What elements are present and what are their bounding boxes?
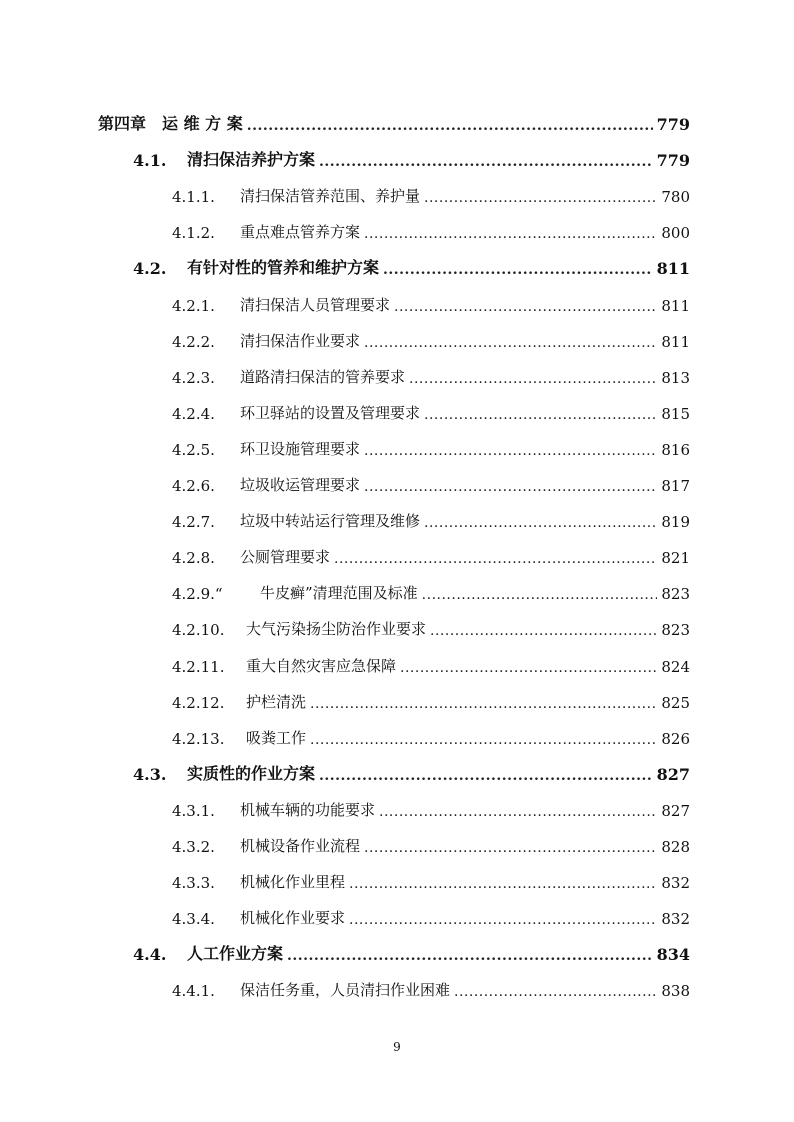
toc-entry-title: 实质性的作业方案 [187,763,316,783]
toc-entry-number: 4.2.7. [172,513,215,532]
toc-entry-number: 4.2.5. [172,440,215,459]
toc-entry-number: 4.2.11. [172,657,225,676]
toc-entry[interactable] [98,110,690,134]
toc-dot-leader [424,405,657,423]
toc-dot-leader [364,224,657,242]
toc-dot-leader [424,513,657,531]
toc-dot-leader [400,658,657,676]
toc-entry[interactable] [133,254,690,278]
toc-dot-leader [424,188,657,206]
toc-entry[interactable] [172,652,690,676]
toc-entry-title: 有针对性的管养和维护方案 [187,258,380,278]
toc-entry-page: 780 [661,188,690,207]
toc-entry-title: 清扫保洁人员管理要求 [240,295,391,314]
toc-dot-leader [247,116,653,134]
toc-entry-title: 重大自然灾害应急保障 [246,656,397,675]
toc-dot-leader [334,549,657,567]
toc-entry-number: 4.2.12. [172,693,225,712]
toc-entry-title: 保洁任务重，人员清扫作业困难 [240,981,451,1000]
toc-entry-page: 815 [661,404,690,423]
toc-entry-number: 4.2.8. [172,549,215,568]
toc-entry-number: 4.2.4. [172,404,215,423]
toc-entry-number: 4.3. [133,764,167,784]
toc-entry-number: 第四章 [98,114,147,133]
toc-entry-number: 4.3.3. [172,874,215,893]
toc-entry-title: 吸粪工作 [246,728,307,747]
toc-entry-page: 811 [656,259,690,279]
toc-entry-page: 811 [661,332,690,351]
toc-dot-leader [364,477,657,495]
toc-entry[interactable] [133,940,690,964]
toc-entry-title: 公厕管理要求 [240,548,331,567]
toc-entry-page: 825 [661,693,690,712]
toc-entry-page: 828 [661,838,690,856]
toc-dot-leader [287,946,653,964]
toc-entry[interactable] [133,760,690,784]
toc-dot-leader [454,982,657,1000]
toc-entry-page: 817 [661,477,690,495]
toc-entry-title: 护栏清洗 [246,692,307,711]
toc-entry-number: 4.2.10. [172,621,225,640]
toc-dot-leader [364,333,657,351]
toc-entry-number: 4.4.1. [172,982,215,1001]
toc-entry-page: 779 [656,151,690,171]
toc-dot-leader [319,152,653,170]
toc-entry-page: 823 [661,621,690,640]
toc-entry-number: 4.4. [133,945,167,965]
toc-entry[interactable] [172,435,690,459]
toc-entry[interactable] [172,507,690,531]
toc-dot-leader [430,621,657,639]
toc-entry[interactable] [172,399,690,423]
toc-entry-page: 827 [661,801,690,820]
toc-entry-title: 机械化作业要求 [240,909,346,928]
toc-entry-number: 4.1.1. [172,188,215,207]
toc-entry-title: 清扫保洁作业要求 [240,331,361,350]
toc-entry-title: 运 维 方 案 [162,114,243,133]
toc-entry-page: 821 [661,549,690,568]
toc-dot-leader [364,838,657,856]
toc-entry[interactable] [172,688,690,712]
toc-dot-leader [409,369,657,387]
toc-entry-number: 4.1.2. [172,224,215,243]
toc-entry-title: 道路清扫保洁的管养要求 [240,367,406,386]
toc-entry[interactable] [172,796,690,820]
toc-dot-leader [319,766,653,784]
toc-entry-page: 811 [661,296,690,315]
toc-entry-number: 4.2.9.“ [172,585,223,604]
toc-dot-leader [349,910,657,928]
toc-dot-leader [422,585,658,603]
toc-dot-leader [364,441,657,459]
toc-dot-leader [394,297,657,315]
toc-entry-page: 813 [661,368,690,387]
toc-entry-number: 4.2.6. [172,477,215,495]
toc-dot-leader [310,694,657,712]
toc-entry-page: 826 [661,729,690,748]
toc-entry-number: 4.2.3. [172,368,215,387]
toc-entry[interactable] [172,868,690,892]
toc-entry-number: 4.2. [133,259,167,279]
toc-entry-title: 垃圾收运管理要求 [240,476,361,494]
toc-entry-title: 牛皮癣”清理范围及标准 [260,584,418,603]
toc-entry[interactable] [172,615,690,639]
toc-entry-number: 4.2.13. [172,729,225,748]
toc-dot-leader [349,874,657,892]
toc-entry[interactable] [172,218,690,242]
toc-entry-page: 832 [661,874,690,893]
toc-entry-page: 819 [661,513,690,532]
toc-entry-title: 人工作业方案 [187,944,284,964]
toc-entry-title: 清扫保洁管养范围、养护量 [240,187,421,206]
toc-entry[interactable] [172,543,690,567]
toc-entry[interactable] [172,471,690,495]
toc-entry-page: 834 [656,945,690,965]
toc-entry-page: 800 [661,224,690,243]
toc-dot-leader [379,802,657,820]
toc-entry-number: 4.3.2. [172,838,215,856]
toc-entry[interactable] [172,291,690,315]
toc-entry-title: 重点难点管养方案 [240,223,361,242]
toc-entry[interactable] [172,904,690,928]
toc-entry[interactable] [172,327,690,351]
toc-entry-page: 832 [661,910,690,929]
toc-entry-title: 环卫设施管理要求 [240,439,361,458]
toc-entry-title: 清扫保洁养护方案 [187,150,316,170]
toc-entry[interactable] [172,976,690,1000]
toc-entry-number: 4.3.4. [172,910,215,929]
toc-entry-title: 垃圾中转站运行管理及维修 [240,512,421,531]
toc-entry-title: 机械化作业里程 [240,873,346,892]
toc-entry[interactable] [133,146,690,170]
page-number: 9 [393,1040,401,1054]
toc-entry-title: 大气污染扬尘防治作业要求 [246,620,427,639]
toc-entry-page: 816 [661,440,690,459]
toc-dot-leader [310,730,657,748]
toc-entry-page: 838 [661,982,690,1001]
toc-entry-title: 机械设备作业流程 [240,837,361,855]
toc-entry-page: 779 [656,115,690,134]
toc-entry[interactable] [172,832,690,856]
toc-entry[interactable] [172,363,690,387]
toc-entry-title: 机械车辆的功能要求 [240,800,376,819]
toc-entry-number: 4.1. [133,151,167,171]
toc-entry-page: 823 [661,585,690,604]
toc-entry-number: 4.2.1. [172,296,215,315]
toc-entry-number: 4.3.1. [172,801,215,820]
toc-entry-title: 环卫驿站的设置及管理要求 [240,403,421,422]
toc-entry-page: 824 [661,657,690,676]
toc-entry[interactable] [172,724,690,748]
toc-entry-page: 827 [656,764,690,784]
toc-dot-leader [383,260,653,278]
toc-entry[interactable] [172,579,690,603]
toc-entry-number: 4.2.2. [172,332,215,351]
toc-entry[interactable] [172,182,690,206]
